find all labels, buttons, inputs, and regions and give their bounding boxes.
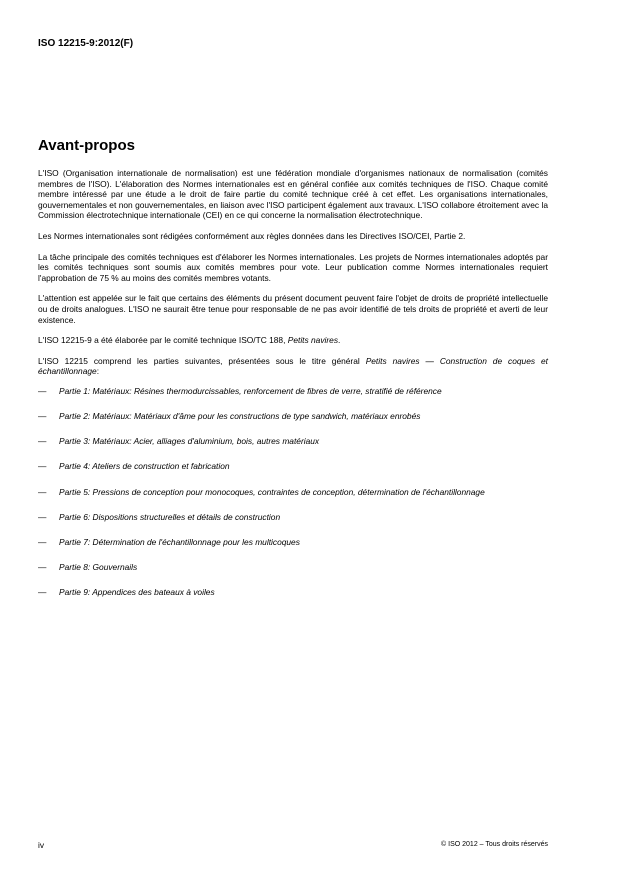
part-title: Partie 1: Matériaux: Résines thermodurcissables, renforcement de fibres de verre, stratifié de référence <box>59 385 442 396</box>
list-dash: — <box>38 562 47 573</box>
list-item <box>38 411 548 422</box>
list-item <box>38 562 548 573</box>
list-item <box>38 512 548 523</box>
list-item <box>38 537 548 548</box>
foreword-body <box>38 168 548 613</box>
part-title: Partie 9: Appendices des bateaux à voiles <box>59 587 215 598</box>
list-dash: — <box>38 511 47 522</box>
prepared-by-text: L'ISO 12215-9 a été élaborée par le comité technique ISO/TC 188, <box>38 335 288 346</box>
paragraph-patent-rights: L'attention est appelée sur le fait que certains des éléments du présent document peuvent faire l'objet de droits de propriété intellectuelle ou de droits analogues. L'ISO ne saurait être tenue pour responsable de ne pas avoir identifié de tels droits de propriété et averti de leur existence. <box>38 293 548 325</box>
list-dash: — <box>38 587 47 598</box>
list-dash: — <box>38 436 47 447</box>
part-title: Partie 5: Pressions de conception pour monocoques, contraintes de conception, détermination de l'échantillonnage <box>59 486 485 497</box>
part-title: Partie 4: Ateliers de construction et fabrication <box>59 461 230 472</box>
prepared-by-end: . <box>338 335 341 346</box>
list-dash: — <box>38 385 47 396</box>
document-code: ISO 12215-9:2012(F) <box>38 38 134 49</box>
part-title: Partie 3: Matériaux: Acier, alliages d'aluminium, bois, autres matériaux <box>59 436 320 447</box>
part-title: Partie 8: Gouvernails <box>59 562 138 573</box>
list-dash: — <box>38 411 47 422</box>
part-title: Partie 7: Détermination de l'échantillonnage pour les multicoques <box>59 537 300 548</box>
part-title: Partie 2: Matériaux: Matériaux d'âme pour les constructions de type sandwich, matériaux enrobés <box>59 411 421 422</box>
paragraph-parts-intro <box>38 356 548 377</box>
paragraph-committees: La tâche principale des comités techniques est d'élaborer les Normes internationales. Les projets de Normes internationales adoptés par les comités techniques sont soumis aux comités membres pour vote. Leur publication comme Normes internationales requiert l'approbation de 75 % au moins des comités membres votants. <box>38 251 548 283</box>
paragraph-organisation: L'ISO (Organisation internationale de normalisation) est une fédération mondiale d'organismes nationaux de normalisation (comités membres de l'ISO). L'élaboration des Normes internationales est en général confiée aux comités techniques de l'ISO. Chaque comité membre intéressé par une étude a le droit de faire partie du comité technique créé à cet effet. Les organisations internationales, gouvernementales et non gouvernementales, en liaison avec l'ISO participent également aux travaux. L'ISO collabore étroitement avec la Commission électrotechnique internationale (CEI) en ce qui concerne la normalisation électrotechnique. <box>38 168 548 221</box>
list-item <box>38 487 548 498</box>
list-item <box>38 587 548 598</box>
list-item <box>38 386 548 397</box>
parts-intro-text: L'ISO 12215 comprend les parties suivantes, présentées sous le titre général <box>38 355 366 366</box>
list-dash: — <box>38 537 47 548</box>
list-dash: — <box>38 486 47 497</box>
part-title: Partie 6: Dispositions structurelles et détails de construction <box>59 511 281 522</box>
general-title: Petits navires — Construction de coques et échantillonnage <box>38 355 548 377</box>
page-number: iv <box>38 840 45 850</box>
section-title: Avant-propos <box>38 137 135 154</box>
copyright-notice: © ISO 2012 – Tous droits réservés <box>441 841 548 848</box>
parts-intro-end: : <box>96 366 100 377</box>
list-item <box>38 436 548 447</box>
paragraph-prepared-by <box>38 335 548 346</box>
list-item <box>38 461 548 472</box>
parts-list <box>38 386 548 598</box>
list-dash: — <box>38 461 47 472</box>
paragraph-directives: Les Normes internationales sont rédigées conformément aux règles données dans les Directives ISO/CEI, Partie 2. <box>38 230 466 241</box>
committee-title: Petits navires <box>287 335 339 346</box>
